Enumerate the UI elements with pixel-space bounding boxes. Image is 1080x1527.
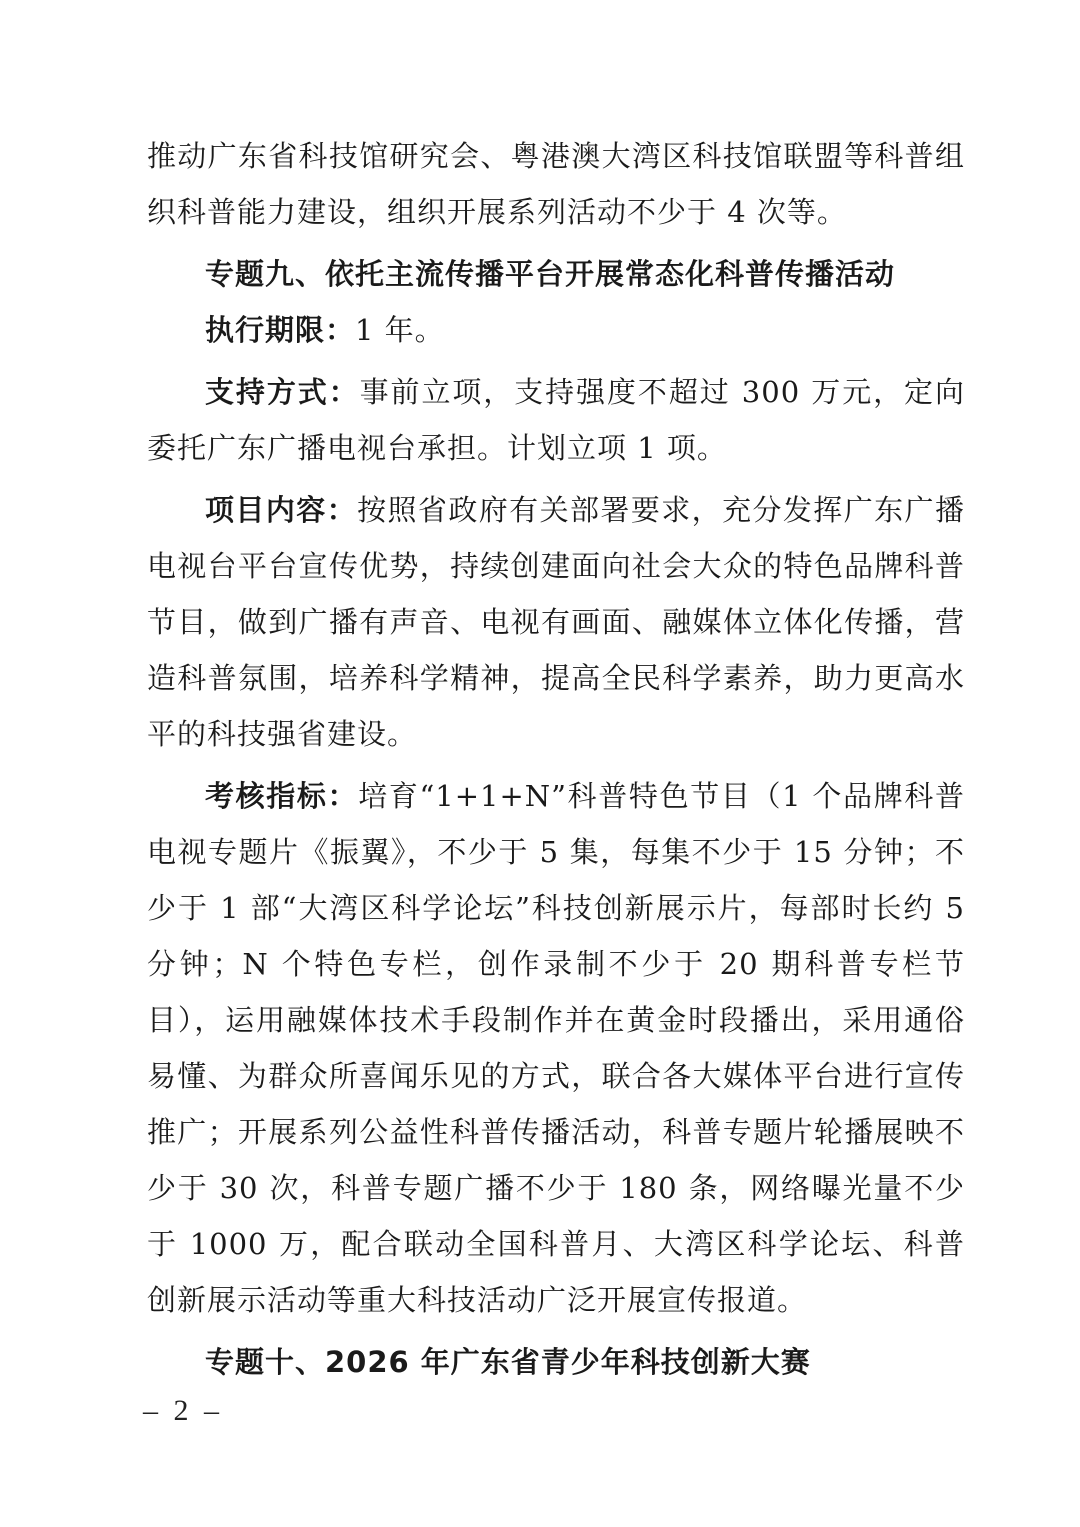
support-method-label: 支持方式： — [205, 375, 360, 409]
execution-period-text: 1 年。 — [355, 313, 445, 347]
assessment-paragraph — [147, 768, 965, 1328]
continuation-paragraph: 推动广东省科技馆研究会、粤港澳大湾区科技馆联盟等科普组织科普能力建设，组织开展系列活动不少于 4 次等。 — [147, 139, 965, 229]
project-content-label: 项目内容： — [205, 493, 358, 527]
support-method-text: 事前立项，支持强度不超过 300 万元，定向委托广东广播电视台承担。计划立项 1 项。 — [147, 375, 965, 465]
document-body — [147, 128, 965, 1390]
topic-nine-heading: 专题九、依托主流传播平台开展常态化科普传播活动 — [205, 257, 896, 291]
project-content-paragraph — [147, 482, 965, 762]
topic-ten-heading: 专题十、2026 年广东省青少年科技创新大赛 — [205, 1345, 811, 1379]
project-content-text: 按照省政府有关部署要求，充分发挥广东广播电视台平台宣传优势，持续创建面向社会大众的特色品牌科普节目，做到广播有声音、电视有画面、融媒体立体化传播，营造科普氛围，培养科学精神，提高全民科学素养，助力更高水平的科技强省建设。 — [147, 493, 965, 751]
assessment-text: 培育“1+1+N”科普特色节目（1 个品牌科普电视专题片《振翼》，不少于 5 集，每集不少于 15 分钟；不少于 1 部“大湾区科学论坛”科技创新展示片，每部时长约 5 分钟；N 个特色专栏，创作录制不少于 20 期科普专栏节目），运用融媒体技术手段制作并在黄金时段播出，采用通俗易懂、为群众所喜闻乐见的方式，联合各大媒体平台进行宣传推广；开展系列公益性科普传播活动，科普专题片轮播展映不少于 30 次，科普专题广播不少于 180 条，网络曝光量不少于 1000 万，配合联动全国科普月、大湾区科学论坛、科普创新展示活动等重大科技活动广泛开展宣传报道。 — [147, 779, 965, 1317]
execution-period-paragraph — [147, 302, 965, 358]
support-method-paragraph — [147, 364, 965, 476]
execution-period-label: 执行期限： — [205, 313, 356, 347]
page-number: – 2 – — [143, 1394, 223, 1427]
assessment-label: 考核指标： — [205, 779, 359, 813]
